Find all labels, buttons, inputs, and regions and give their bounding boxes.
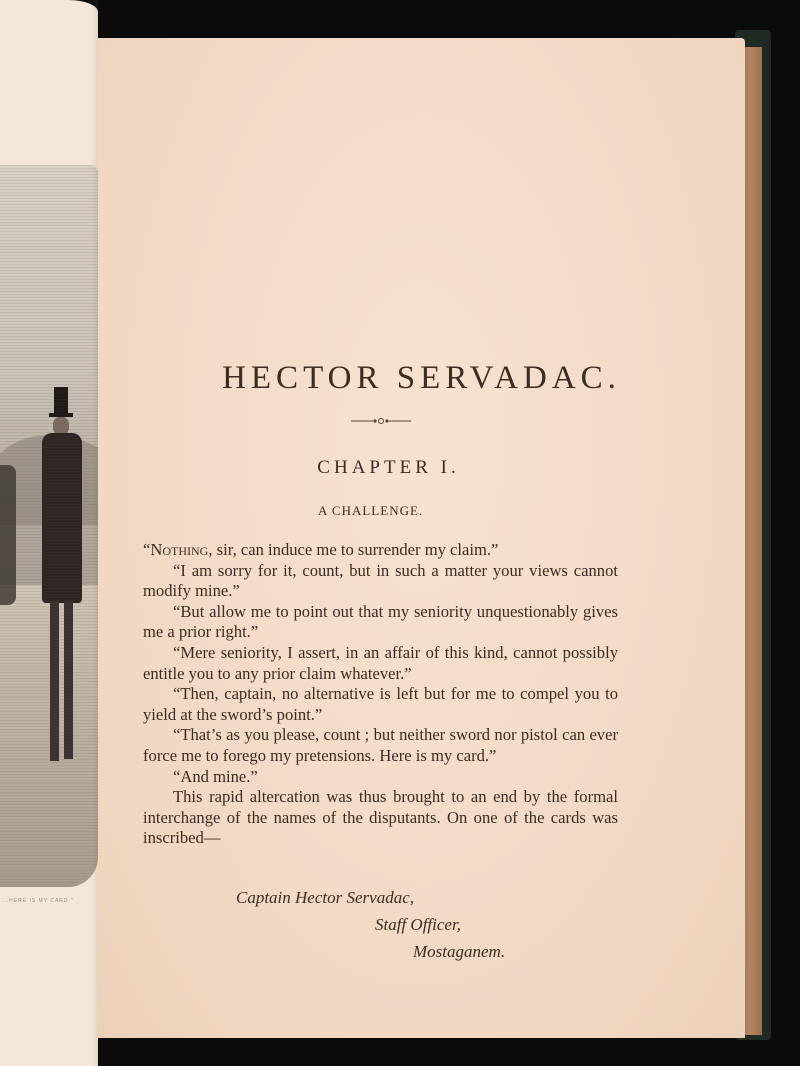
paragraph <box>143 540 618 561</box>
chapter-title: A CHALLENGE. <box>318 503 424 518</box>
paragraph: “Mere seniority, I assert, in an affair of this kind, cannot possibly entitle you to any prior claim whatever.” <box>143 642 618 683</box>
paragraph-text: , sir, can induce me to surrender my claim.” <box>208 540 499 559</box>
book-title: HECTOR SERVADAC. <box>222 360 621 397</box>
ornament-rule-icon <box>351 416 411 426</box>
right-page <box>98 38 745 1038</box>
paragraph: “And mine.” <box>173 766 258 786</box>
paragraph: This rapid altercation was thus brought to an end by the formal interchange of the names of the disputants. On one of the cards was inscribed— <box>143 787 618 848</box>
engraving-hatching <box>0 165 98 887</box>
body-text <box>143 540 618 849</box>
illustration-caption: ...HERE IS MY CARD." <box>2 898 74 904</box>
left-page <box>0 0 98 1066</box>
paragraph: “That’s as you please, count ; but neither sword nor pistol can ever force me to forego my pretensions. Here is my card.” <box>143 725 618 765</box>
inscription-line-1: Captain Hector Servadac, <box>236 888 414 907</box>
inscription-line-2: Staff Officer, <box>375 915 461 934</box>
inscription-line-3: Mostaganem. <box>413 942 506 961</box>
engraving-illustration <box>0 165 98 887</box>
chapter-heading <box>98 457 745 479</box>
paragraph-lead: “Nothing <box>143 540 209 559</box>
chapter-number: CHAPTER I. <box>317 457 460 478</box>
paragraph: “Then, captain, no alternative is left but for me to compel you to yield at the sword’s point.” <box>143 684 618 724</box>
paragraph: “I am sorry for it, count, but in such a matter your views cannot modify mine.” <box>143 560 618 601</box>
paragraph: “But allow me to point out that my seniority unquestionably gives me a prior right.” <box>143 601 618 642</box>
